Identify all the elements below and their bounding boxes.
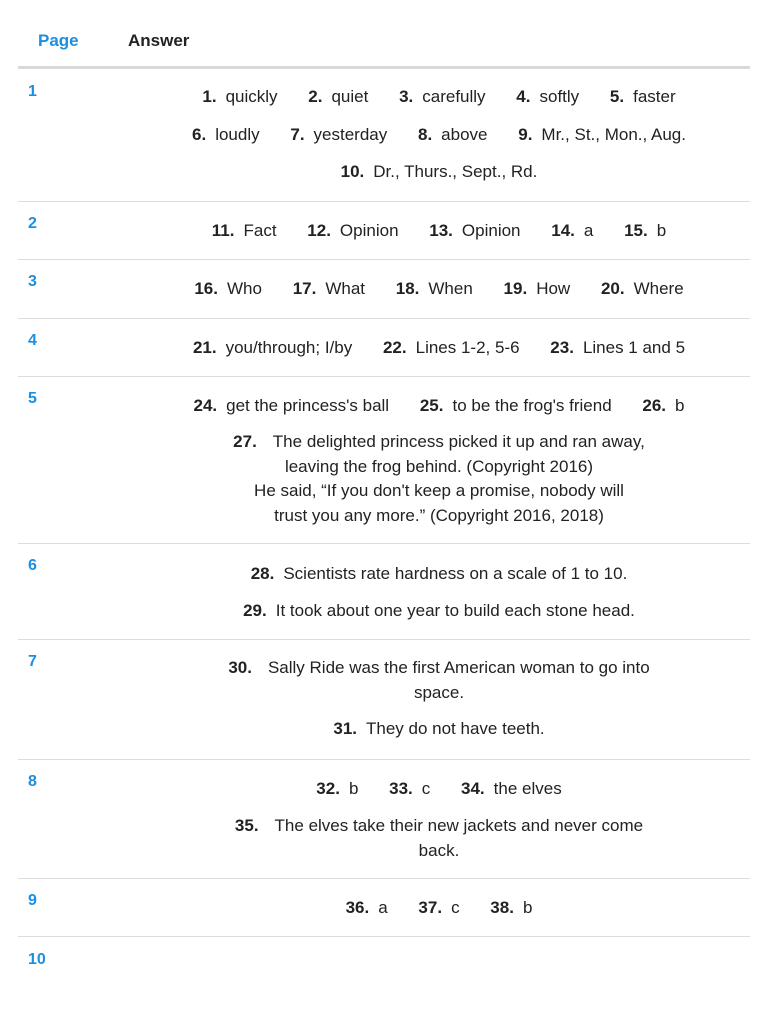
answer-line xyxy=(128,601,750,621)
answer-9: 9. Mr., St., Mon., Aug. xyxy=(518,125,686,144)
answer-column-header: Answer xyxy=(128,31,190,50)
answer-4: 4. softly xyxy=(516,87,580,106)
answer-35: 35. The elves take their new jackets and never come back. xyxy=(234,816,644,860)
table-row-page-10 xyxy=(18,937,750,1017)
answer-17: 17. What xyxy=(292,279,366,298)
answer-line xyxy=(128,162,750,182)
answer-13: 13. Opinion xyxy=(429,221,521,240)
answer-32: 32. b xyxy=(316,779,359,798)
answer-6: 6. loudly xyxy=(192,125,260,144)
answer-line xyxy=(128,564,750,584)
answer-line xyxy=(128,338,750,358)
answer-3: 3. carefully xyxy=(399,87,486,106)
answer-2: 2. quiet xyxy=(308,87,369,106)
answer-7: 7. yesterday xyxy=(290,125,388,144)
answer-14: 14. a xyxy=(551,221,594,240)
table-row-page-8 xyxy=(18,759,750,879)
table-row-page-7 xyxy=(18,639,750,760)
page-number: 3 xyxy=(28,273,37,290)
answer-19: 19. How xyxy=(503,279,571,298)
answer-8: 8. above xyxy=(417,125,488,144)
table-header xyxy=(18,0,750,69)
page-number: 5 xyxy=(28,390,37,407)
table-row-page-6 xyxy=(18,543,750,640)
answer-5: 5. faster xyxy=(609,87,676,106)
answer-37: 37. c xyxy=(418,898,460,917)
page-number: 8 xyxy=(28,773,37,790)
page-number: 1 xyxy=(28,83,37,100)
answer-28: 28. Scientists rate hardness on a scale of 1 to 10. xyxy=(250,564,628,583)
table-row-page-1 xyxy=(18,69,750,202)
answer-20: 20. Where xyxy=(600,279,684,298)
answer-27: 27. The delighted princess picked it up and ran away, leaving the frog behind. (Copyright 2016) He said, “If you don't keep a promise, nobody will trust you any more.” (Copyright 2016, 2018) xyxy=(233,432,645,525)
page-number: 7 xyxy=(28,653,37,670)
answer-line xyxy=(128,279,750,299)
answer-36: 36. a xyxy=(345,898,388,917)
answer-30: 30. Sally Ride was the first American woman to go into space. xyxy=(228,658,650,702)
answer-22: 22. Lines 1-2, 5-6 xyxy=(382,338,520,357)
table-row-page-2 xyxy=(18,201,750,260)
answer-23: 23. Lines 1 and 5 xyxy=(550,338,686,357)
answer-line xyxy=(128,898,750,918)
answer-29: 29. It took about one year to build each stone head. xyxy=(243,601,635,620)
answer-24: 24. get the princess's ball xyxy=(193,396,390,415)
answer-16: 16. Who xyxy=(194,279,262,298)
answer-33: 33. c xyxy=(389,779,431,798)
answer-line xyxy=(128,779,750,799)
answer-15: 15. b xyxy=(624,221,667,240)
answer-18: 18. When xyxy=(395,279,473,298)
answer-line xyxy=(128,87,750,107)
answer-25: 25. to be the frog's friend xyxy=(419,396,612,415)
page-number: 4 xyxy=(28,332,37,349)
answer-26: 26. b xyxy=(642,396,685,415)
answer-line xyxy=(128,396,750,416)
page-column-header: Page xyxy=(38,31,79,50)
table-row-page-4 xyxy=(18,318,750,377)
answer-line xyxy=(128,125,750,145)
table-row-page-3 xyxy=(18,259,750,319)
table-row-page-9 xyxy=(18,878,750,937)
page-number: 9 xyxy=(28,892,37,909)
answer-line xyxy=(128,719,750,739)
page-number: 6 xyxy=(28,557,37,574)
answer-34: 34. the elves xyxy=(461,779,562,798)
answer-21: 21. you/through; I/by xyxy=(192,338,353,357)
answer-31: 31. They do not have teeth. xyxy=(333,719,545,738)
answer-10: 10. Dr., Thurs., Sept., Rd. xyxy=(340,162,538,181)
page-number: 2 xyxy=(28,215,37,232)
answer-38: 38. b xyxy=(490,898,533,917)
answer-12: 12. Opinion xyxy=(307,221,399,240)
answer-line xyxy=(128,221,750,241)
answer-1: 1. quickly xyxy=(202,87,278,106)
page-number: 10 xyxy=(28,951,46,968)
answer-11: 11. Fact xyxy=(211,221,277,240)
table-row-page-5 xyxy=(18,376,750,544)
